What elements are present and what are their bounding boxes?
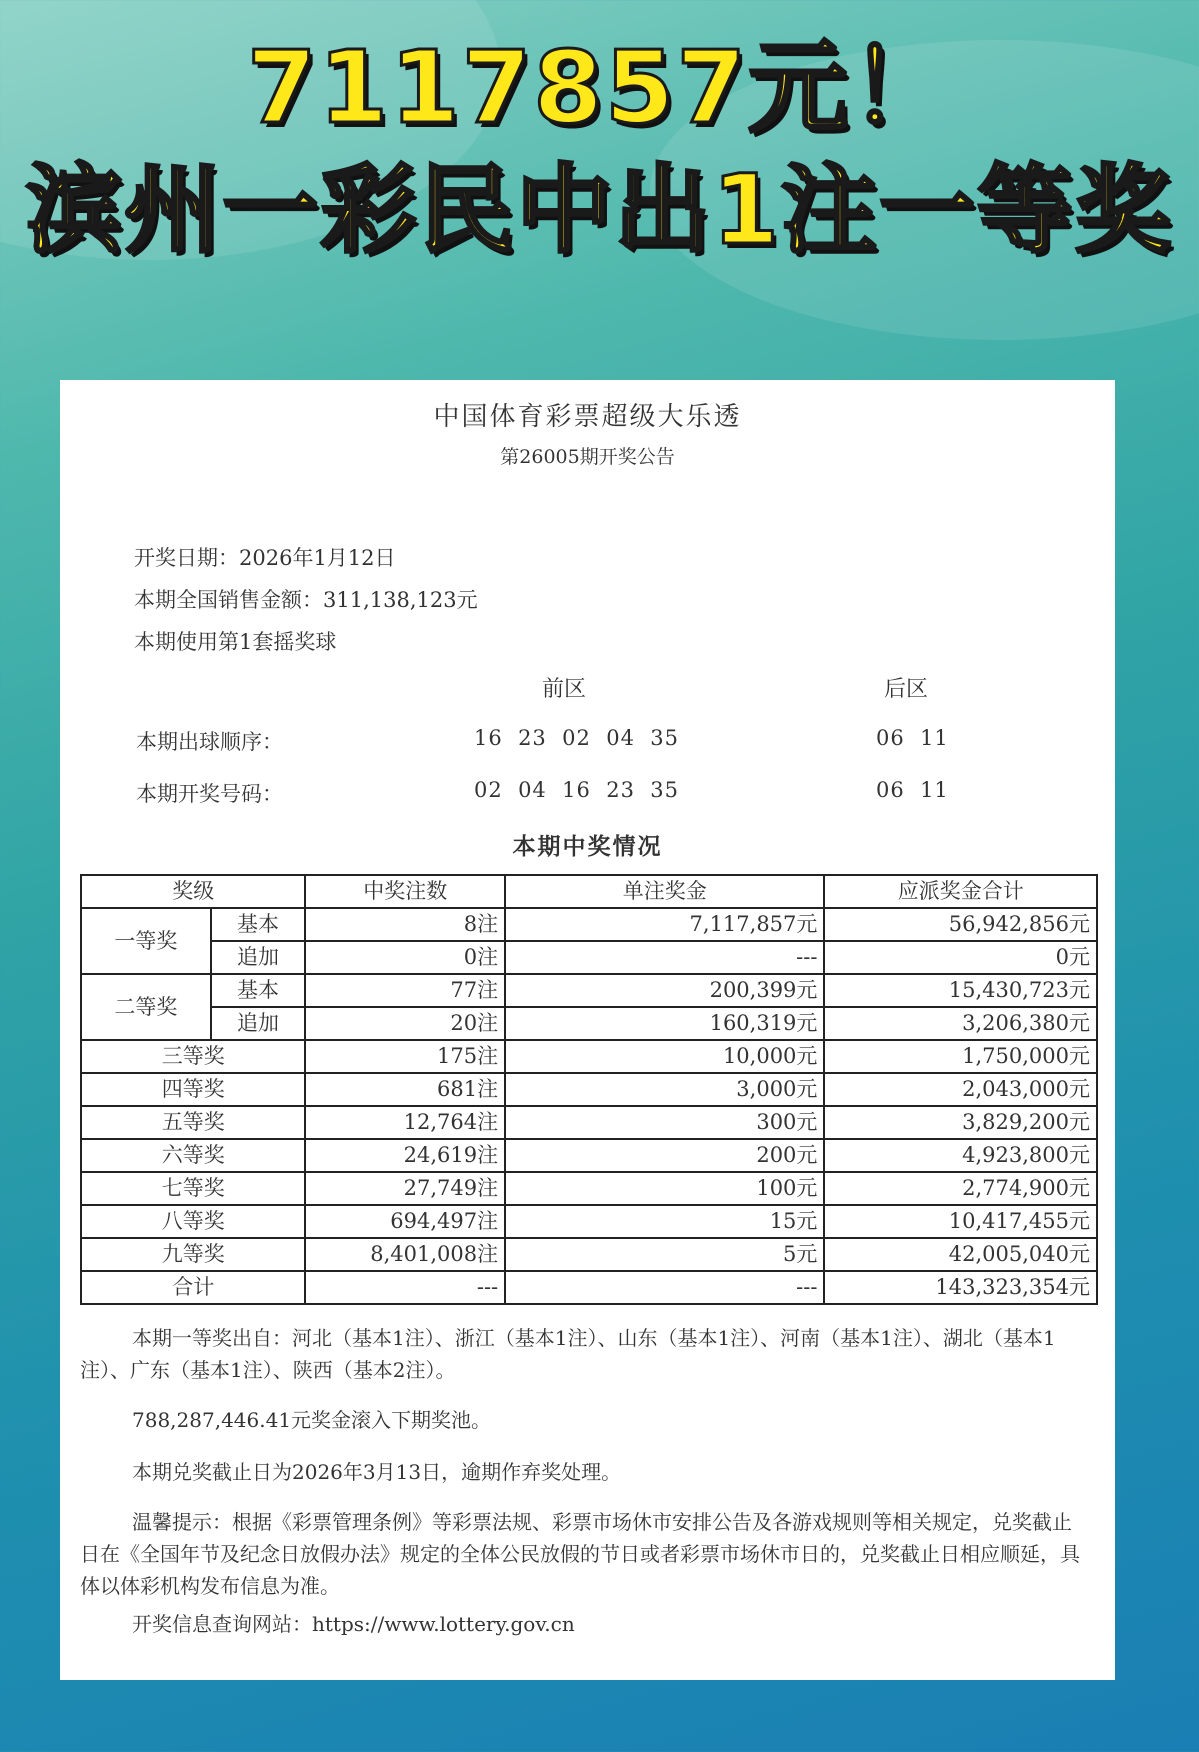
sub-level-cell: 追加	[211, 1007, 306, 1040]
level-cell: 五等奖	[81, 1106, 305, 1139]
level-cell: 六等奖	[81, 1139, 305, 1172]
draw-order-back: 06 11	[876, 726, 949, 750]
count-cell: 8注	[305, 908, 505, 941]
count-cell: 24,619注	[305, 1139, 505, 1172]
prize-cell: 5元	[505, 1238, 824, 1271]
website-note: 开奖信息查询网站：https://www.lottery.gov.cn	[132, 1612, 575, 1636]
header-prize: 单注奖金	[505, 875, 824, 908]
table-row	[81, 1007, 1097, 1040]
table-row	[81, 908, 1097, 941]
deadline-note: 本期兑奖截止日为2026年3月13日，逾期作弃奖处理。	[132, 1460, 622, 1484]
count-cell: 27,749注	[305, 1172, 505, 1205]
ball-set: 本期使用第1套摇奖球	[134, 630, 337, 654]
prize-cell: 100元	[505, 1172, 824, 1205]
prize-cell: 200,399元	[505, 974, 824, 1007]
total-cell: 4,923,800元	[824, 1139, 1097, 1172]
header-level: 奖级	[81, 875, 305, 908]
document-subtitle: 第26005期开奖公告	[500, 446, 675, 468]
prize-cell: 200元	[505, 1139, 824, 1172]
count-cell: 77注	[305, 974, 505, 1007]
draw-order-front: 16 23 02 04 35	[474, 726, 680, 750]
total-cell: 1,750,000元	[824, 1040, 1097, 1073]
total-cell: 10,417,455元	[824, 1205, 1097, 1238]
level-cell: 合计	[81, 1271, 305, 1304]
document-title: 中国体育彩票超级大乐透	[433, 402, 742, 432]
prize-cell: 160,319元	[505, 1007, 824, 1040]
winning-numbers-front: 02 04 16 23 35	[474, 778, 680, 802]
front-zone-header: 前区	[542, 677, 587, 702]
count-cell: 12,764注	[305, 1106, 505, 1139]
table-row	[81, 1106, 1097, 1139]
count-cell: 681注	[305, 1073, 505, 1106]
total-cell: 2,774,900元	[824, 1172, 1097, 1205]
level-cell: 二等奖	[81, 974, 211, 1040]
level-cell: 一等奖	[81, 908, 211, 974]
count-cell: ---	[305, 1271, 505, 1304]
total-cell: 0元	[824, 941, 1097, 974]
level-cell: 八等奖	[81, 1205, 305, 1238]
draw-date: 开奖日期：2026年1月12日	[134, 546, 396, 570]
count-cell: 175注	[305, 1040, 505, 1073]
level-cell: 七等奖	[81, 1172, 305, 1205]
headline-title: 滨州一彩民中出1注一等奖	[26, 154, 1173, 266]
prize-cell: 300元	[505, 1106, 824, 1139]
headline-amount: 7117857元！	[246, 29, 953, 146]
table-row	[81, 1040, 1097, 1073]
count-cell: 8,401,008注	[305, 1238, 505, 1271]
level-cell: 九等奖	[81, 1238, 305, 1271]
header-count: 中奖注数	[305, 875, 505, 908]
prize-table	[80, 874, 1098, 1305]
announcement-document	[60, 380, 1115, 1680]
prize-cell: 15元	[505, 1205, 824, 1238]
back-zone-header: 后区	[884, 677, 929, 702]
prize-cell: 3,000元	[505, 1073, 824, 1106]
count-cell: 694,497注	[305, 1205, 505, 1238]
table-header-row	[81, 875, 1097, 908]
table-row	[81, 1073, 1097, 1106]
count-cell: 0注	[305, 941, 505, 974]
draw-order-label: 本期出球顺序：	[136, 730, 283, 754]
total-cell: 56,942,856元	[824, 908, 1097, 941]
sales-amount: 本期全国销售金额：311,138,123元	[134, 588, 478, 612]
prize-cell: 10,000元	[505, 1040, 824, 1073]
table-row	[81, 974, 1097, 1007]
level-cell: 四等奖	[81, 1073, 305, 1106]
header-total: 应派奖金合计	[824, 875, 1097, 908]
count-cell: 20注	[305, 1007, 505, 1040]
total-cell: 42,005,040元	[824, 1238, 1097, 1271]
total-cell: 143,323,354元	[824, 1271, 1097, 1304]
table-row	[81, 1238, 1097, 1271]
rollover-note: 788,287,446.41元奖金滚入下期奖池。	[132, 1408, 492, 1432]
table-row	[81, 1205, 1097, 1238]
prize-cell: 7,117,857元	[505, 908, 824, 941]
level-cell: 三等奖	[81, 1040, 305, 1073]
sub-level-cell: 基本	[211, 908, 306, 941]
reminder-note: 温馨提示：根据《彩票管理条例》等彩票法规、彩票市场休市安排公告及各游戏规则等相关规定，兑奖截止日在《全国年节及纪念日放假办法》规定的全体公民放假的节日或者彩票市场休市日的，兑奖截止日相应顺延，具体以体彩机构发布信息为准。	[80, 1510, 1080, 1598]
total-cell: 3,206,380元	[824, 1007, 1097, 1040]
table-row	[81, 941, 1097, 974]
total-cell: 2,043,000元	[824, 1073, 1097, 1106]
table-row-total	[81, 1271, 1097, 1304]
sub-level-cell: 追加	[211, 941, 306, 974]
winning-numbers-back: 06 11	[876, 778, 949, 802]
total-cell: 15,430,723元	[824, 974, 1097, 1007]
winning-numbers-label: 本期开奖号码：	[136, 782, 283, 806]
table-row	[81, 1139, 1097, 1172]
sub-level-cell: 基本	[211, 974, 306, 1007]
winner-regions-note: 本期一等奖出自：河北（基本1注）、浙江（基本1注）、山东（基本1注）、河南（基本1注）、湖北（基本1注）、广东（基本1注）、陕西（基本2注）。	[80, 1326, 1056, 1382]
prize-cell: ---	[505, 1271, 824, 1304]
total-cell: 3,829,200元	[824, 1106, 1097, 1139]
prize-section-title: 本期中奖情况	[512, 833, 663, 860]
prize-cell: ---	[505, 941, 824, 974]
table-row	[81, 1172, 1097, 1205]
